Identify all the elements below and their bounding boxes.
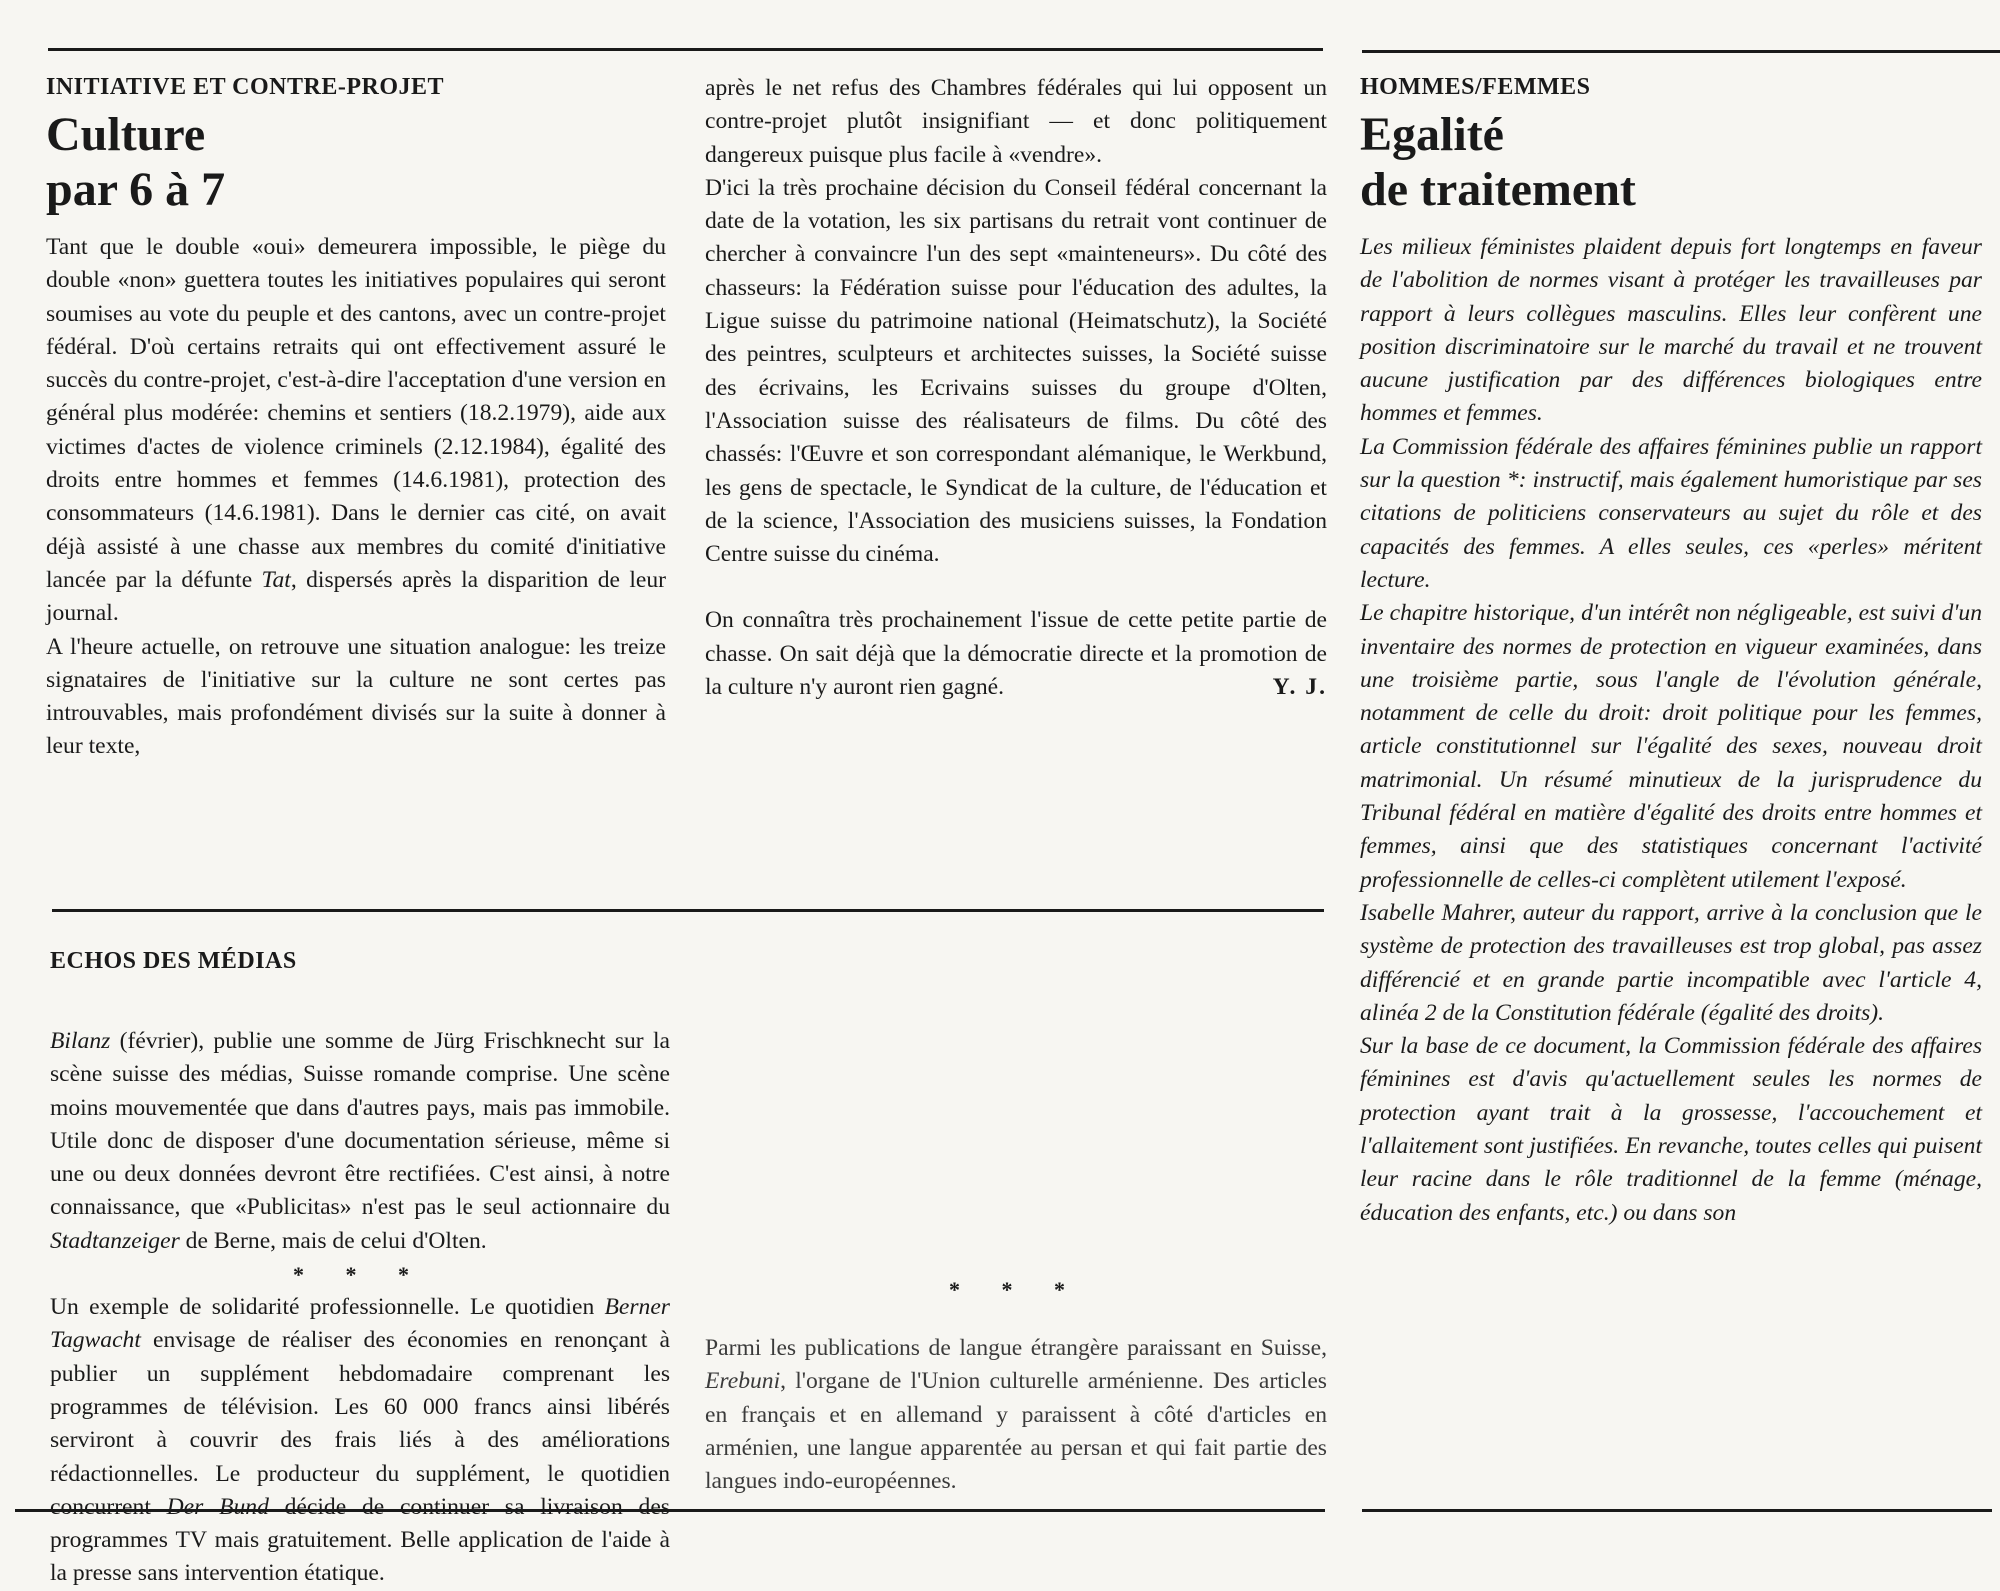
- culture-title-line1: Culture: [46, 108, 206, 161]
- egalite-title-line2: de traitement: [1360, 163, 1636, 216]
- medias-separator-2: * * *: [949, 1277, 1083, 1302]
- egalite-article: [1360, 74, 1982, 1230]
- medias-kicker: ECHOS DES MÉDIAS: [50, 948, 297, 974]
- egalite-title: [1360, 107, 1982, 217]
- culture-signature: Y. J.: [1272, 674, 1327, 701]
- egalite-paragraph-3: Le chapitre historique, d'un intérêt non négligeable, est suivi d'un inventaire des normes de protection en vigueur examinées, dans une troisième partie, sous l'angle de l'évolution générale, notamment de celle du droit: droit politique pour les femmes, article constitutionnel sur l'égalité des sexes, nouveau droit matrimonial. Un résumé minutieux de la jurisprudence du Tribunal fédéral en matière d'égalité des droits entre hommes et femmes, ainsi que des statistiques concernant l'activité professionnelle de celles-ci complètent utilement l'exposé.: [1360, 600, 1982, 893]
- medias-paragraph-3: Parmi les publications de langue étrangère paraissant en Suisse, Erebuni, l'organe de l'Union culturelle arménienne. Des articles en français et en allemand y paraissent à côté d'articles en arménien, une langue apparentée au persan et qui fait partie des langues indo-européennes.: [705, 1335, 1327, 1495]
- culture-paragraph-3: après le net refus des Chambres fédérales qui lui opposent un contre-projet plutôt insignifiant — et donc politiquement dangereux puisque plus facile à «vendre».: [705, 75, 1327, 168]
- egalite-paragraph-4: Isabelle Mahrer, auteur du rapport, arrive à la conclusion que le système de protection des travailleuses est trop global, pas assez différencié et en grande partie incompatible avec l'article 4, alinéa 2 de la Constitution fédérale (égalité des droits).: [1360, 899, 1982, 1026]
- culture-paragraph-2: A l'heure actuelle, on retrouve une situation analogue: les treize signataires de l'initiative sur la culture ne sont certes pas introuvables, mais profondément divisés sur la suite à donner à leur texte,: [46, 633, 666, 760]
- culture-paragraph-5: On connaîtra très prochainement l'issue de cette petite partie de chasse. On sait déjà que la démocratie directe et la promotion de la culture n'y auront rien gagné. Y. J.: [705, 604, 1327, 704]
- medias-article-col1: [50, 948, 670, 1591]
- egalite-paragraph-1: Les milieux féministes plaident depuis fort longtemps en faveur de l'abolition de normes visant à protéger les travailleuses par rapport à leurs collègues masculins. Elles leur confèrent une position discriminatoire sur le marché du travail et ne trouvent aucune justification par des différences biologiques entre hommes et femmes.: [1360, 234, 1982, 427]
- egalite-kicker: HOMMES/FEMMES: [1360, 74, 1591, 100]
- culture-title: [46, 107, 666, 217]
- culture-article-col2: [705, 72, 1327, 704]
- medias-separator-1: * * *: [293, 1262, 427, 1288]
- culture-paragraph-1: Tant que le double «oui» demeurera impossible, le piège du double «non» guettera toutes les initiatives populaires qui seront soumises au vote du peuple et des cantons, avec un contre-projet fédéral. D'où certains retraits qui ont effectivement assuré le succès du contre-projet, c'est-à-dire l'acceptation d'une version en général plus modérée: chemins et sentiers (18.2.1979), aide aux victimes d'actes de violence criminels (2.12.1984), égalité des droits entre hommes et femmes (14.6.1981), protection des consommateurs (14.6.1981). Dans le dernier cas cité, on avait déjà assisté à une chasse aux membres du comité d'initiative lancée par la défunte Tat, dispersés après la disparition de leur journal.: [46, 234, 666, 627]
- medias-article-col2: [705, 1273, 1327, 1498]
- egalite-paragraph-2: La Commission fédérale des affaires féminines publie un rapport sur la question *: instructif, mais également humoristique par ses citations de politiciens conservateurs au sujet du rôle et des capacités des femmes. A elles seules, ces «perles» méritent lecture.: [1360, 433, 1982, 593]
- bottom-rule-right: [1362, 1509, 1992, 1512]
- top-rule-right: [1362, 50, 2000, 53]
- culture-article-col1: [46, 74, 666, 764]
- egalite-title-line1: Egalité: [1360, 108, 1504, 161]
- culture-title-line2: par 6 à 7: [46, 163, 226, 216]
- medias-paragraph-2: Un exemple de solidarité professionnelle. Le quotidien Berner Tagwacht envisage de réaliser des économies en renonçant à publier un supplément hebdomadaire comprenant les programmes de télévision. Les 60 000 francs ainsi libérés serviront à couvrir des frais liés à des améliorations rédactionnelles. Le producteur du supplément, le quotidien concurrent Der Bund décide de continuer sa livraison des programmes TV mais gratuitement. Belle application de l'aide à la presse sans intervention étatique.: [50, 1294, 670, 1587]
- culture-paragraph-4: D'ici la très prochaine décision du Conseil fédéral concernant la date de la votation, les six partisans du retrait vont continuer de chercher à convaincre l'un des sept «mainteneurs». Du côté des chasseurs: la Fédération suisse pour l'éducation des adultes, la Ligue suisse du patrimoine national (Heimatschutz), la Société des peintres, sculpteurs et architectes suisses, la Société suisse des écrivains, les Ecrivains suisses du groupe d'Olten, l'Association suisse des réalisateurs de films. Du côté des chassés: l'Œuvre et son correspondant alémanique, le Werkbund, les gens de spectacle, le Syndicat de la culture, de l'éducation et de la science, l'Association des musiciens suisses, la Fondation Centre suisse du cinéma.: [705, 174, 1327, 568]
- egalite-paragraph-5: Sur la base de ce document, la Commission fédérale des affaires féminines est d'avis qu'actuellement seules les normes de protection ayant trait à la grossesse, l'accouchement et l'allaitement sont justifiées. En revanche, toutes celles qui puisent leur racine dans le rôle traditionnel de la femme (ménage, éducation des enfants, etc.) ou dans son: [1360, 1033, 1982, 1226]
- medias-paragraph-1: Bilanz (février), publie une somme de Jürg Frischknecht sur la scène suisse des médias, Suisse romande comprise. Une scène moins mouvementée que dans d'autres pays, mais pas immobile. Utile donc de disposer d'une documentation sérieuse, même si une ou deux données devront être rectifiées. C'est ainsi, à notre connaissance, que «Publicitas» n'est pas le seul actionnaire du Stadtanzeiger de Berne, mais de celui d'Olten.: [50, 1028, 670, 1254]
- culture-kicker: INITIATIVE ET CONTRE-PROJET: [46, 74, 445, 100]
- mid-rule: [52, 909, 1324, 912]
- top-rule-left: [48, 48, 1323, 51]
